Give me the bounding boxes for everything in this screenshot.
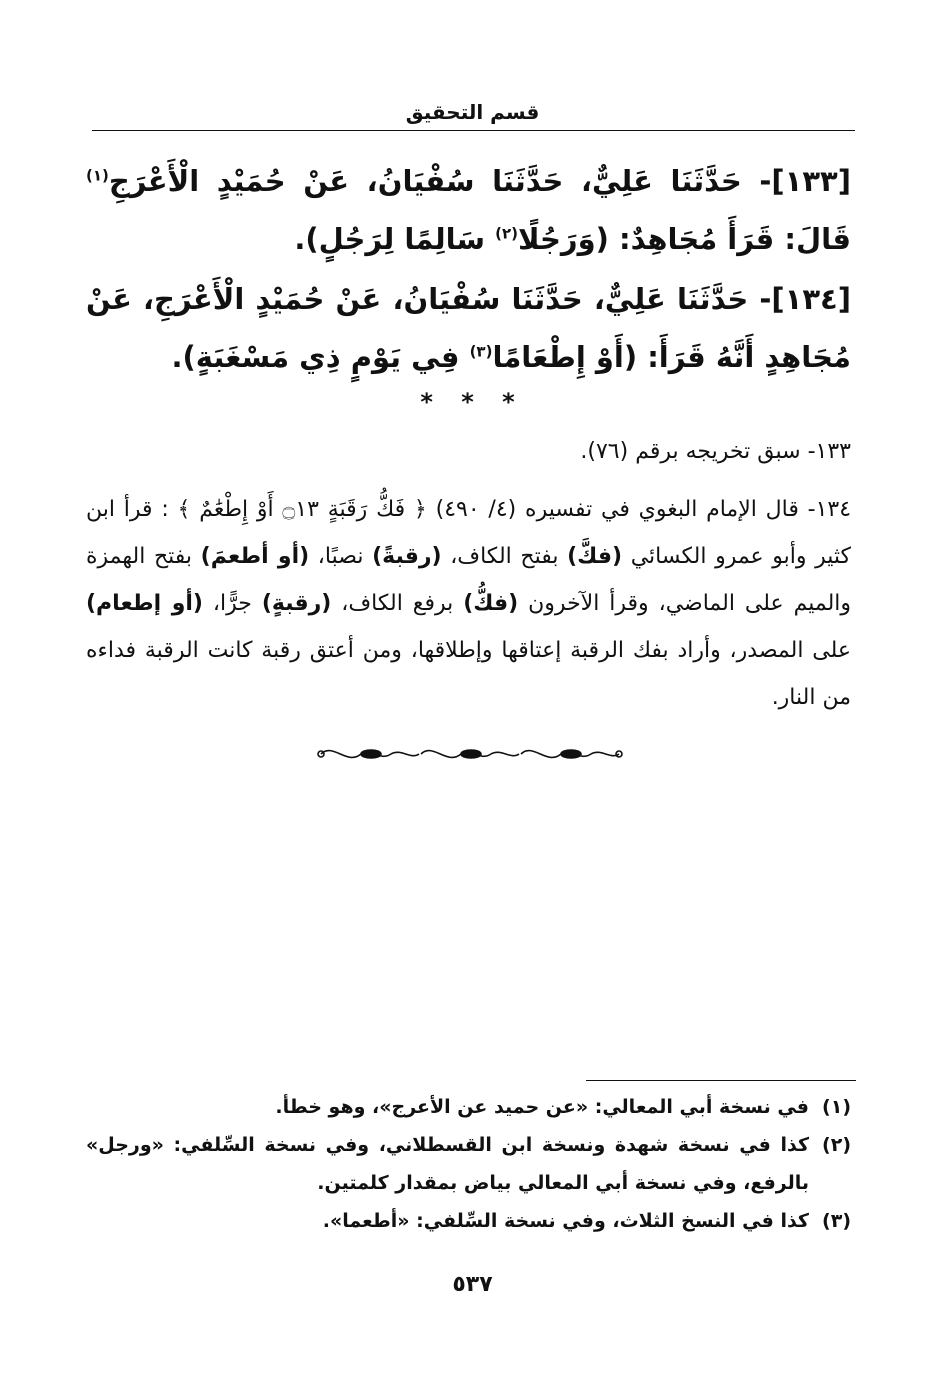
footnote-ref-2[interactable]: (٢) bbox=[495, 224, 518, 243]
footnote-number: (٣) bbox=[822, 1210, 851, 1232]
page-header-title: قسم التحقيق bbox=[405, 100, 540, 124]
hadith-134 bbox=[86, 270, 851, 386]
hadith-133-text-3: سَالِمًا لِرَجُلٍ). bbox=[294, 222, 496, 256]
reading-fakku: (فكُّ) bbox=[463, 591, 519, 616]
note-134-text-1: ١٣٤- قال الإمام البغوي في تفسيره (٤/ ٤٩٠) ﴿ فَكُّ رَقَبَةٍ ۝١٣ أَوْ إِطْعَٰمٌ ﴾ : قرأ ابن كثير وأبو عمرو الكسائي bbox=[86, 497, 852, 569]
footnote-ref-3[interactable]: (٣) bbox=[469, 342, 493, 361]
note-134-text-6: جرًّا، bbox=[203, 591, 262, 616]
footnote-text: كذا في نسخة شهدة ونسخة ابن القسطلاني، وفي نسخة السِّلفي: «ورجل» بالرفع، وفي نسخة أبي المعالي بياض بمقدار كلمتين. bbox=[86, 1134, 809, 1194]
footnote-rule bbox=[586, 1080, 856, 1081]
note-134-text-5: برفع الكاف، bbox=[331, 591, 464, 616]
footnote-number: (٢) bbox=[822, 1134, 851, 1156]
hadith-133-text-1: [١٣٣]- حَدَّثَنَا عَلِيٌّ، حَدَّثَنَا سُفْيَانُ، عَنْ حُمَيْدٍ الْأَعْرَجِ bbox=[108, 164, 851, 198]
footnote-1 bbox=[86, 1088, 851, 1126]
ornament-divider bbox=[315, 738, 625, 770]
hadith-134-text-2: فِي يَوْمٍ ذِي مَسْغَبَةٍ). bbox=[171, 340, 470, 374]
note-134-text-3: نصبًا، bbox=[309, 544, 373, 569]
footnote-3 bbox=[86, 1202, 851, 1240]
note-134-text-7: على المصدر، وأراد بفك الرقبة إعتاقها وإطلاقها، ومن أعتق رقبة كانت الرقبة فداءه من النار. bbox=[86, 638, 851, 710]
footnote-number: (١) bbox=[822, 1096, 851, 1118]
header-rule bbox=[92, 130, 855, 131]
hadith-133 bbox=[86, 152, 851, 268]
footnotes bbox=[86, 1088, 851, 1240]
footnote-text: في نسخة أبي المعالي: «عن حميد عن الأعرج»، وهو خطأ. bbox=[275, 1096, 809, 1118]
reading-raqabatan: (رقبةً) bbox=[372, 544, 442, 569]
reading-aw-atama: (أو أطعمَ) bbox=[200, 544, 310, 569]
reading-raqabatin: (رقبةٍ) bbox=[261, 591, 332, 616]
hadith-134-text-1: [١٣٤]- حَدَّثَنَا عَلِيٌّ، حَدَّثَنَا سُفْيَانُ، عَنْ حُمَيْدٍ الْأَعْرَجِ، عَنْ مُجَاهِدٍ أَنَّهُ قَرَأَ: (أَوْ إِطْعَامًا bbox=[86, 282, 851, 374]
hadith-133-text-2: قَالَ: قَرَأَ مُجَاهِدٌ: (وَرَجُلًا bbox=[518, 222, 851, 256]
footnote-ref-1[interactable]: (١) bbox=[86, 166, 109, 185]
note-134-text-2: بفتح الكاف، bbox=[441, 544, 568, 569]
note-134 bbox=[86, 486, 851, 721]
note-134-text-4: بفتح الهمزة والميم على الماضي، وقرأ الآخرون bbox=[86, 544, 852, 616]
section-separator: * * * bbox=[420, 388, 525, 416]
reading-aw-itam: (أو إطعام) bbox=[86, 591, 203, 616]
page-number: ٥٣٧ bbox=[452, 1272, 493, 1297]
footnote-2 bbox=[86, 1126, 851, 1202]
note-133: ١٣٣- سبق تخريجه برقم (٧٦). bbox=[580, 439, 851, 464]
reading-fakka: (فكَّ) bbox=[567, 544, 623, 569]
footnote-text: كذا في النسخ الثلاث، وفي نسخة السِّلفي: «أطعما». bbox=[322, 1210, 809, 1232]
